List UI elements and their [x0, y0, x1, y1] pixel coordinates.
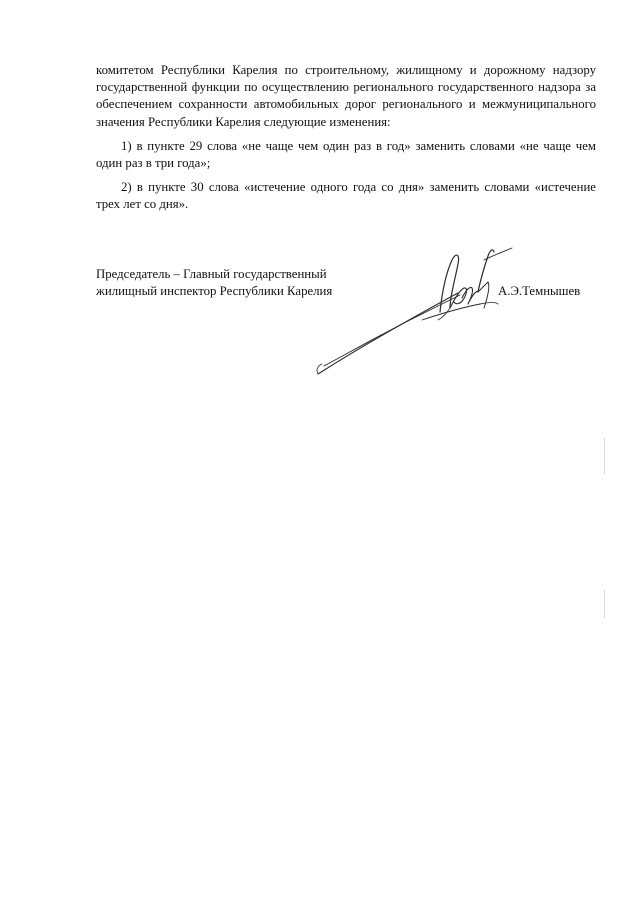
paragraph-intro: комитетом Республики Карелия по строительному, жилищному и дорожному надзору государственной функции по осуществлению регионального государственного надзора за обеспечением сохранности автомобильных дорог регионального и межмуниципального значения Республики Карелия следующие изменения:: [96, 63, 596, 129]
paragraph-item-2: 2) в пункте 30 слова «истечение одного года со дня» заменить словами «истечение трех лет со дня».: [96, 180, 596, 212]
signer-name: А.Э.Темнышев: [498, 284, 581, 298]
handwritten-signature: [300, 238, 520, 388]
scan-edge-mark: [604, 438, 605, 474]
document-body: [96, 62, 596, 221]
signer-title-line-1: Председатель – Главный государственный: [96, 267, 327, 281]
signer-title-line-2: жилищный инспектор Республики Карелия: [96, 284, 333, 299]
paragraph-item-1: 1) в пункте 29 слова «не чаще чем один раз в год» заменить словами «не чаще чем один раз в три года»;: [96, 138, 596, 171]
scan-edge-mark: [604, 590, 605, 618]
